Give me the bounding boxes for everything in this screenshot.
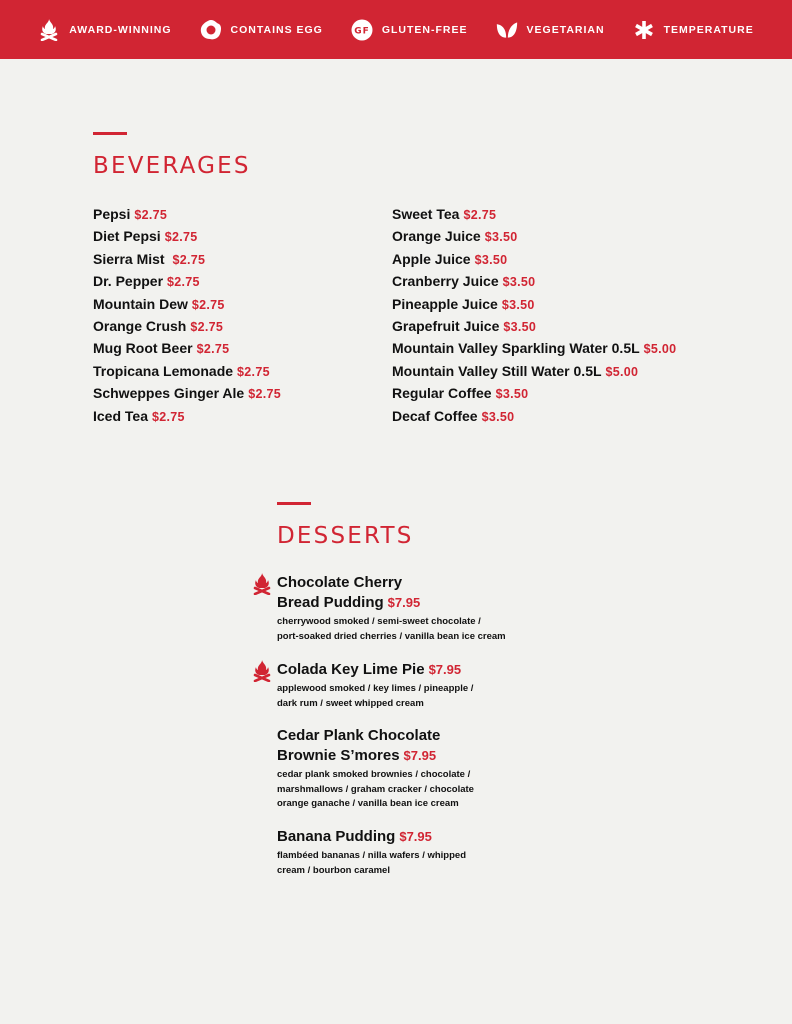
dessert-price: $7.95 <box>387 595 421 610</box>
beverage-price: $2.75 <box>191 297 225 312</box>
beverages-rule <box>93 132 127 135</box>
dessert-description <box>277 615 537 644</box>
beverage-price: $2.75 <box>463 208 497 222</box>
beverage-price: $3.50 <box>502 275 536 290</box>
beverage-price: $2.75 <box>164 230 198 245</box>
beverage-name: Apple Juice <box>392 250 471 267</box>
dessert-item <box>277 573 577 644</box>
beverage-item <box>392 203 676 225</box>
desc-line: dark rum / sweet whipped cream <box>277 697 424 709</box>
beverage-name: Sierra Mist <box>93 250 169 267</box>
beverages-left-column <box>93 203 281 427</box>
beverage-item <box>93 225 281 247</box>
beverage-item <box>93 248 281 270</box>
desc-line: port-soaked dried cherries / vanilla bean ice cream <box>277 630 506 642</box>
desc-line: cream / bourbon caramel <box>277 864 390 876</box>
beverage-price: $3.50 <box>495 387 529 402</box>
beverage-price: $3.50 <box>481 409 515 424</box>
beverages-title: BEVERAGES <box>93 153 251 179</box>
beverage-name: Iced Tea <box>93 407 148 424</box>
beverage-name: Mug Root Beer <box>93 340 193 357</box>
desserts-rule <box>277 502 311 505</box>
legend-label: AWARD-WINNING <box>69 23 172 36</box>
desc-line: cherrywood smoked / semi-sweet chocolate / <box>277 616 481 627</box>
beverage-item <box>392 293 676 315</box>
legend-label: TEMPERATURE <box>663 23 754 36</box>
beverage-item <box>93 203 281 225</box>
beverage-name: Regular Coffee <box>392 385 492 402</box>
flame-icon <box>38 19 60 41</box>
beverage-item <box>93 293 281 315</box>
beverage-name: Orange Crush <box>93 317 187 334</box>
dietary-legend-bar <box>0 0 792 59</box>
beverage-name: Pepsi <box>93 206 131 222</box>
desc-line: marshmallows / graham cracker / chocolate <box>277 783 474 795</box>
beverage-item <box>93 270 281 292</box>
desc-line: cedar plank smoked brownies / chocolate / <box>277 769 471 780</box>
dessert-description <box>277 768 537 812</box>
beverage-item <box>392 248 676 270</box>
beverage-item <box>392 337 676 359</box>
desc-line: orange ganache / vanilla bean ice cream <box>277 798 459 810</box>
dessert-price: $7.95 <box>403 748 437 763</box>
dessert-price: $7.95 <box>399 829 432 844</box>
beverage-price: $2.75 <box>134 208 168 222</box>
beverage-price: $3.50 <box>484 230 518 245</box>
asterisk-icon <box>633 19 655 41</box>
award-flame-icon <box>253 660 271 687</box>
dessert-price: $7.95 <box>428 662 462 677</box>
beverage-name: Mountain Valley Sparkling Water 0.5L <box>392 340 640 357</box>
beverage-price: $2.75 <box>196 342 230 357</box>
beverage-item <box>93 382 281 404</box>
beverage-item <box>392 360 676 382</box>
beverage-item <box>93 337 281 359</box>
beverage-name: Tropicana Lemonade <box>93 362 234 379</box>
legend-gluten-free <box>351 19 468 41</box>
beverage-item <box>392 225 676 247</box>
dessert-description <box>277 682 537 711</box>
leaf-icon <box>496 19 518 41</box>
beverage-price: $2.75 <box>152 409 185 424</box>
beverage-name: Schweppes Ginger Ale <box>93 385 245 402</box>
dessert-description <box>277 849 537 878</box>
beverage-item <box>392 270 676 292</box>
beverages-right-column <box>392 203 676 427</box>
beverage-name: Mountain Valley Still Water 0.5L <box>392 362 602 379</box>
egg-icon <box>200 19 222 41</box>
beverage-price: $2.75 <box>167 275 200 290</box>
desserts-title: DESSERTS <box>277 523 414 549</box>
gf-icon <box>351 19 373 41</box>
legend-label: VEGETARIAN <box>526 23 605 36</box>
beverage-item <box>392 382 676 404</box>
beverage-name: Decaf Coffee <box>392 407 478 424</box>
dessert-name: Banana Pudding <box>277 828 396 845</box>
beverage-item <box>93 405 281 427</box>
dessert-name: Cedar Plank Chocolate <box>277 727 441 744</box>
legend-award-winning <box>38 19 171 41</box>
legend-temperature <box>633 19 754 41</box>
legend-vegetarian <box>496 19 605 41</box>
beverage-item <box>392 405 676 427</box>
award-flame-icon <box>253 573 271 600</box>
dessert-name: Chocolate Cherry <box>277 574 403 591</box>
beverage-price: $3.50 <box>474 252 508 267</box>
beverage-name: Pineapple Juice <box>392 295 498 312</box>
desc-line: flambéed bananas / nilla wafers / whipped <box>277 850 466 861</box>
dessert-item <box>277 726 577 812</box>
legend-label: GLUTEN-FREE <box>381 23 468 36</box>
beverage-name: Dr. Pepper <box>93 273 164 290</box>
dessert-name-cont: Bread Pudding <box>277 594 384 611</box>
beverage-name: Mountain Dew <box>93 295 188 312</box>
beverage-item <box>93 360 281 382</box>
beverage-price: $2.75 <box>237 364 270 379</box>
desc-line: applewood smoked / key limes / pineapple / <box>277 683 474 694</box>
beverage-price: $3.50 <box>503 319 537 334</box>
beverage-name: Diet Pepsi <box>93 228 161 245</box>
dessert-item <box>277 660 577 711</box>
legend-contains-egg <box>200 19 323 41</box>
beverage-price: $5.00 <box>643 342 677 357</box>
beverage-name: Orange Juice <box>392 228 481 245</box>
beverage-price: $2.75 <box>172 252 206 267</box>
dessert-item <box>277 827 577 878</box>
dessert-name-cont: Brownie S’mores <box>277 747 400 764</box>
beverage-price: $2.75 <box>248 387 281 402</box>
svg-text:GF: GF <box>354 26 370 36</box>
beverage-name: Grapefruit Juice <box>392 317 500 334</box>
beverage-price: $2.75 <box>190 319 224 334</box>
beverage-price: $5.00 <box>605 364 639 379</box>
beverage-item <box>392 315 676 337</box>
dessert-name: Colada Key Lime Pie <box>277 661 425 678</box>
beverage-price: $3.50 <box>501 297 535 312</box>
beverage-name: Cranberry Juice <box>392 273 499 290</box>
beverage-item <box>93 315 281 337</box>
beverage-name: Sweet Tea <box>392 206 460 222</box>
legend-label: CONTAINS EGG <box>230 23 323 36</box>
